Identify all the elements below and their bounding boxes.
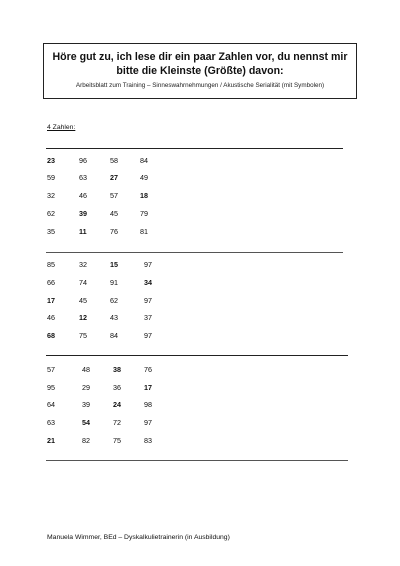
- number-cell: 76: [110, 227, 118, 236]
- number-cell-highlighted: 12: [79, 313, 87, 322]
- number-cell: 62: [47, 209, 55, 218]
- number-cell: 96: [79, 156, 87, 165]
- number-cell-highlighted: 54: [82, 418, 90, 427]
- number-cell: 46: [47, 313, 55, 322]
- number-cell: 75: [113, 436, 121, 445]
- number-cell: 57: [47, 365, 55, 374]
- number-cell-highlighted: 68: [47, 331, 55, 340]
- number-row: [0, 400, 400, 410]
- number-cell: 64: [47, 400, 55, 409]
- number-cell: 62: [110, 296, 118, 305]
- number-cell: 57: [110, 191, 118, 200]
- number-cell: 36: [113, 383, 121, 392]
- number-cell-highlighted: 39: [79, 209, 87, 218]
- number-cell: 91: [110, 278, 118, 287]
- worksheet-subtitle: Arbeitsblatt zum Training – Sinneswahrnehmungen / Akustische Serialität (mit Symbolen): [75, 82, 325, 89]
- number-cell: 45: [110, 209, 118, 218]
- block-divider-3: [46, 460, 348, 461]
- number-cell: 43: [110, 313, 118, 322]
- number-row: [0, 227, 400, 237]
- number-row: [0, 383, 400, 393]
- section-divider-top: [46, 148, 343, 149]
- number-row: [0, 365, 400, 375]
- number-cell-highlighted: 17: [47, 296, 55, 305]
- number-cell: 35: [47, 227, 55, 236]
- number-row: [0, 436, 400, 446]
- worksheet-header-box: [43, 43, 357, 99]
- number-cell: 63: [79, 173, 87, 182]
- number-cell: 32: [79, 260, 87, 269]
- number-cell: 81: [140, 227, 148, 236]
- number-row: [0, 260, 400, 270]
- number-cell: 72: [113, 418, 121, 427]
- number-cell: 85: [47, 260, 55, 269]
- number-cell: 66: [47, 278, 55, 287]
- number-row: [0, 296, 400, 306]
- number-row: [0, 156, 400, 166]
- number-cell: 98: [144, 400, 152, 409]
- number-cell: 29: [82, 383, 90, 392]
- number-cell: 97: [144, 418, 152, 427]
- number-cell: 95: [47, 383, 55, 392]
- number-cell: 97: [144, 296, 152, 305]
- block-divider-2: [46, 355, 348, 356]
- number-row: [0, 209, 400, 219]
- number-cell: 97: [144, 260, 152, 269]
- number-cell: 82: [82, 436, 90, 445]
- number-row: [0, 191, 400, 201]
- number-cell: 79: [140, 209, 148, 218]
- number-cell: 84: [140, 156, 148, 165]
- section-label: 4 Zahlen:: [47, 124, 76, 131]
- number-cell: 84: [110, 331, 118, 340]
- number-cell-highlighted: 38: [113, 365, 121, 374]
- number-cell-highlighted: 18: [140, 191, 148, 200]
- number-cell: 97: [144, 331, 152, 340]
- number-cell-highlighted: 23: [47, 156, 55, 165]
- number-cell: 48: [82, 365, 90, 374]
- number-cell: 46: [79, 191, 87, 200]
- number-cell-highlighted: 17: [144, 383, 152, 392]
- number-row: [0, 331, 400, 341]
- block-divider-1: [46, 252, 343, 253]
- number-cell: 49: [140, 173, 148, 182]
- number-row: [0, 173, 400, 183]
- number-cell: 83: [144, 436, 152, 445]
- number-cell: 32: [47, 191, 55, 200]
- number-row: [0, 418, 400, 428]
- number-cell: 63: [47, 418, 55, 427]
- number-cell: 45: [79, 296, 87, 305]
- number-cell: 58: [110, 156, 118, 165]
- number-cell-highlighted: 24: [113, 400, 121, 409]
- number-cell: 74: [79, 278, 87, 287]
- number-row: [0, 313, 400, 323]
- footer-author: Manuela Wimmer, BEd – Dyskalkulietrainerin (in Ausbildung): [47, 534, 230, 541]
- number-row: [0, 278, 400, 288]
- number-cell: 59: [47, 173, 55, 182]
- number-cell-highlighted: 11: [79, 227, 87, 236]
- number-cell: 37: [144, 313, 152, 322]
- number-cell-highlighted: 34: [144, 278, 152, 287]
- number-cell-highlighted: 21: [47, 436, 55, 445]
- number-cell: 76: [144, 365, 152, 374]
- number-cell-highlighted: 15: [110, 260, 118, 269]
- number-cell: 75: [79, 331, 87, 340]
- worksheet-title: Höre gut zu, ich lese dir ein paar Zahlen vor, du nennst mir bitte die Kleinste (Größte) davon:: [52, 51, 348, 77]
- number-cell: 39: [82, 400, 90, 409]
- number-cell-highlighted: 27: [110, 173, 118, 182]
